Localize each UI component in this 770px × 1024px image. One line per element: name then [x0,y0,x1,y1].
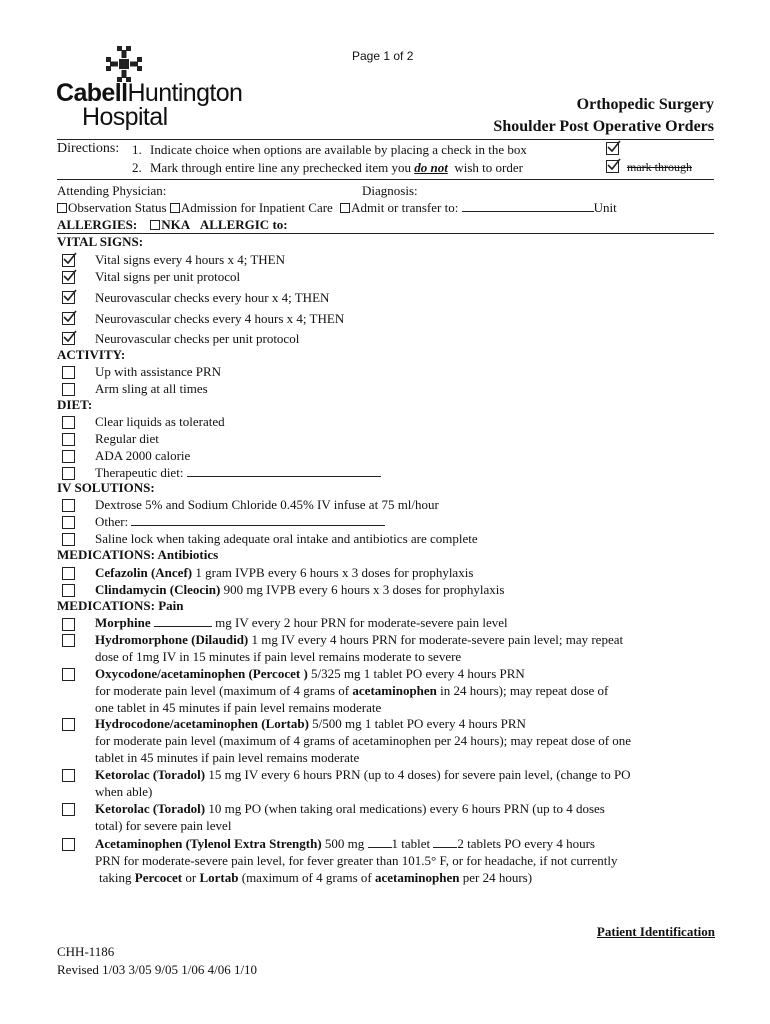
title-line1: Orthopedic Surgery [576,96,714,113]
directions-item1: Indicate choice when options are available by placing a check in the box [150,142,527,157]
admit-transfer-checkbox[interactable] [340,203,350,213]
order-item-continued: when able) [95,784,153,799]
unit-field[interactable] [462,200,594,212]
order-item: Neurovascular checks every 4 hours x 4; THEN [95,311,345,326]
directions-label: Directions: [57,141,120,156]
directions-item1-num: 1. [132,142,142,157]
order-item: Regular diet [95,431,159,446]
iv-other-field[interactable] [131,514,385,526]
order-item: Saline lock when taking adequate oral intake and antibiotics are complete [95,531,478,546]
order-checkbox[interactable] [62,516,75,529]
order-item: Up with assistance PRN [95,364,222,379]
order-item: Hydrocodone/acetaminophen (Lortab) 5/500 mg 1 tablet PO every 4 hours PRN [95,716,526,731]
order-checkbox[interactable] [62,433,75,446]
neurovascular-checkbox[interactable] [62,312,75,325]
order-item: Ketorolac (Toradol) 15 mg IV every 6 hours PRN (up to 4 doses) for severe pain level, (change to PO [95,767,631,782]
order-item: Vital signs per unit protocol [95,269,241,284]
order-item: Vital signs every 4 hours x 4; THEN [95,252,285,267]
order-checkbox[interactable] [62,499,75,512]
iv-other-row: Other: [95,514,385,530]
nka-checkbox[interactable] [150,220,160,230]
order-item: Hydromorphone (Dilaudid) 1 mg IV every 4 hours PRN for moderate-severe pain level; may repeat [95,632,624,647]
order-item: Neurovascular checks per unit protocol [95,331,300,346]
allergies-row: ALLERGIES: NKA ALLERGIC to: [57,217,288,232]
order-item: Clear liquids as tolerated [95,414,225,429]
hospital-logo-icon [106,46,142,82]
order-checkbox[interactable] [62,769,75,782]
diagnosis-label: Diagnosis: [362,183,418,198]
neurovascular-checkbox[interactable] [62,332,75,345]
vital-signs-heading: VITAL SIGNS: [57,234,144,249]
order-item: Dextrose 5% and Sodium Chloride 0.45% IV infuse at 75 ml/hour [95,497,439,512]
mark-through-example: mark through [627,160,692,174]
order-item: Oxycodone/acetaminophen (Percocet ) 5/325 mg 1 tablet PO every 4 hours PRN [95,666,525,681]
logo-word-hospital: Hospital [82,103,168,131]
pain-heading: MEDICATIONS: Pain [57,598,184,613]
order-checkbox[interactable] [62,584,75,597]
order-item: ADA 2000 calorie [95,448,191,463]
tylenol-two-tablets-field[interactable] [433,836,457,848]
divider [57,179,714,180]
order-checkbox[interactable] [62,533,75,546]
order-item: Clindamycin (Cleocin) 900 mg IVPB every 6 hours x 3 doses for prophylaxis [95,582,505,597]
directions-item2-num: 2. [132,160,142,175]
order-item: Acetaminophen (Tylenol Extra Strength) 500 mg 1 tablet 2 tablets PO every 4 hours [95,836,595,851]
order-item-continued: dose of 1mg IV in 15 minutes if pain level remains moderate to severe [95,649,462,664]
order-checkbox[interactable] [62,416,75,429]
antibiotics-heading: MEDICATIONS: Antibiotics [57,547,219,562]
order-item: Cefazolin (Ancef) 1 gram IVPB every 6 hours x 3 doses for prophylaxis [95,565,474,580]
morphine-dose-field[interactable] [154,615,212,627]
logo-word-huntington: Huntington [127,79,243,107]
therapeutic-diet-row: Therapeutic diet: [95,465,381,481]
logo-word-cabell: Cabell [56,79,128,107]
order-checkbox[interactable] [62,467,75,480]
status-row: Observation Status Admission for Inpatient Care Admit or transfer to: Unit [57,200,617,216]
divider [57,233,714,234]
neurovascular-checkbox[interactable] [62,291,75,304]
vital-signs-checkbox[interactable] [62,254,75,267]
activity-heading: ACTIVITY: [57,347,126,362]
do-not-emphasis: do not [414,160,448,175]
order-checkbox[interactable] [62,718,75,731]
order-item: Arm sling at all times [95,381,208,396]
order-checkbox[interactable] [62,618,75,631]
order-item-continued: PRN for moderate-severe pain level, for fever greater than 101.5° F, or for headache, if not currently [95,853,618,868]
order-item-continued: for moderate pain level (maximum of 4 grams of acetaminophen per 24 hours); may repeat dose of one [95,733,632,748]
title-line2: Shoulder Post Operative Orders [493,118,714,135]
order-checkbox[interactable] [62,366,75,379]
order-item-continued: total) for severe pain level [95,818,232,833]
order-item-continued: tablet in 45 minutes if pain level remains moderate [95,750,360,765]
directions-item2: Mark through entire line any prechecked item you do not wish to order [150,160,523,175]
order-item-continued: for moderate pain level (maximum of 4 grams of acetaminophen in 24 hours); may repeat dose of [95,683,609,698]
order-item: Ketorolac (Toradol) 10 mg PO (when taking oral medications) every 6 hours PRN (up to 4 doses [95,801,605,816]
diet-heading: DIET: [57,397,93,412]
order-item: Neurovascular checks every hour x 4; THEN [95,290,330,305]
attending-physician-label: Attending Physician: [57,183,167,198]
order-checkbox[interactable] [62,383,75,396]
admission-inpatient-checkbox[interactable] [170,203,180,213]
order-item-continued: one tablet in 45 minutes if pain level remains moderate [95,700,382,715]
order-checkbox[interactable] [62,567,75,580]
order-checkbox[interactable] [62,668,75,681]
revision-history: Revised 1/03 3/05 9/05 1/06 4/06 1/10 [57,962,258,977]
example-checked-box [606,142,619,155]
order-checkbox[interactable] [62,838,75,851]
vital-signs-checkbox[interactable] [62,271,75,284]
patient-identification-label: Patient Identification [596,924,715,939]
form-number: CHH-1186 [57,944,115,959]
page-number: Page 1 of 2 [352,49,414,63]
order-item-continued: taking Percocet or Lortab (maximum of 4 grams of acetaminophen per 24 hours) [99,870,533,885]
tylenol-one-tablet-field[interactable] [368,836,392,848]
order-item-morphine: Morphine mg IV every 2 hour PRN for moderate-severe pain level [95,615,508,630]
order-checkbox[interactable] [62,634,75,647]
iv-solutions-heading: IV SOLUTIONS: [57,480,155,495]
observation-status-checkbox[interactable] [57,203,67,213]
order-checkbox[interactable] [62,450,75,463]
order-checkbox[interactable] [62,803,75,816]
therapeutic-diet-field[interactable] [187,465,381,477]
